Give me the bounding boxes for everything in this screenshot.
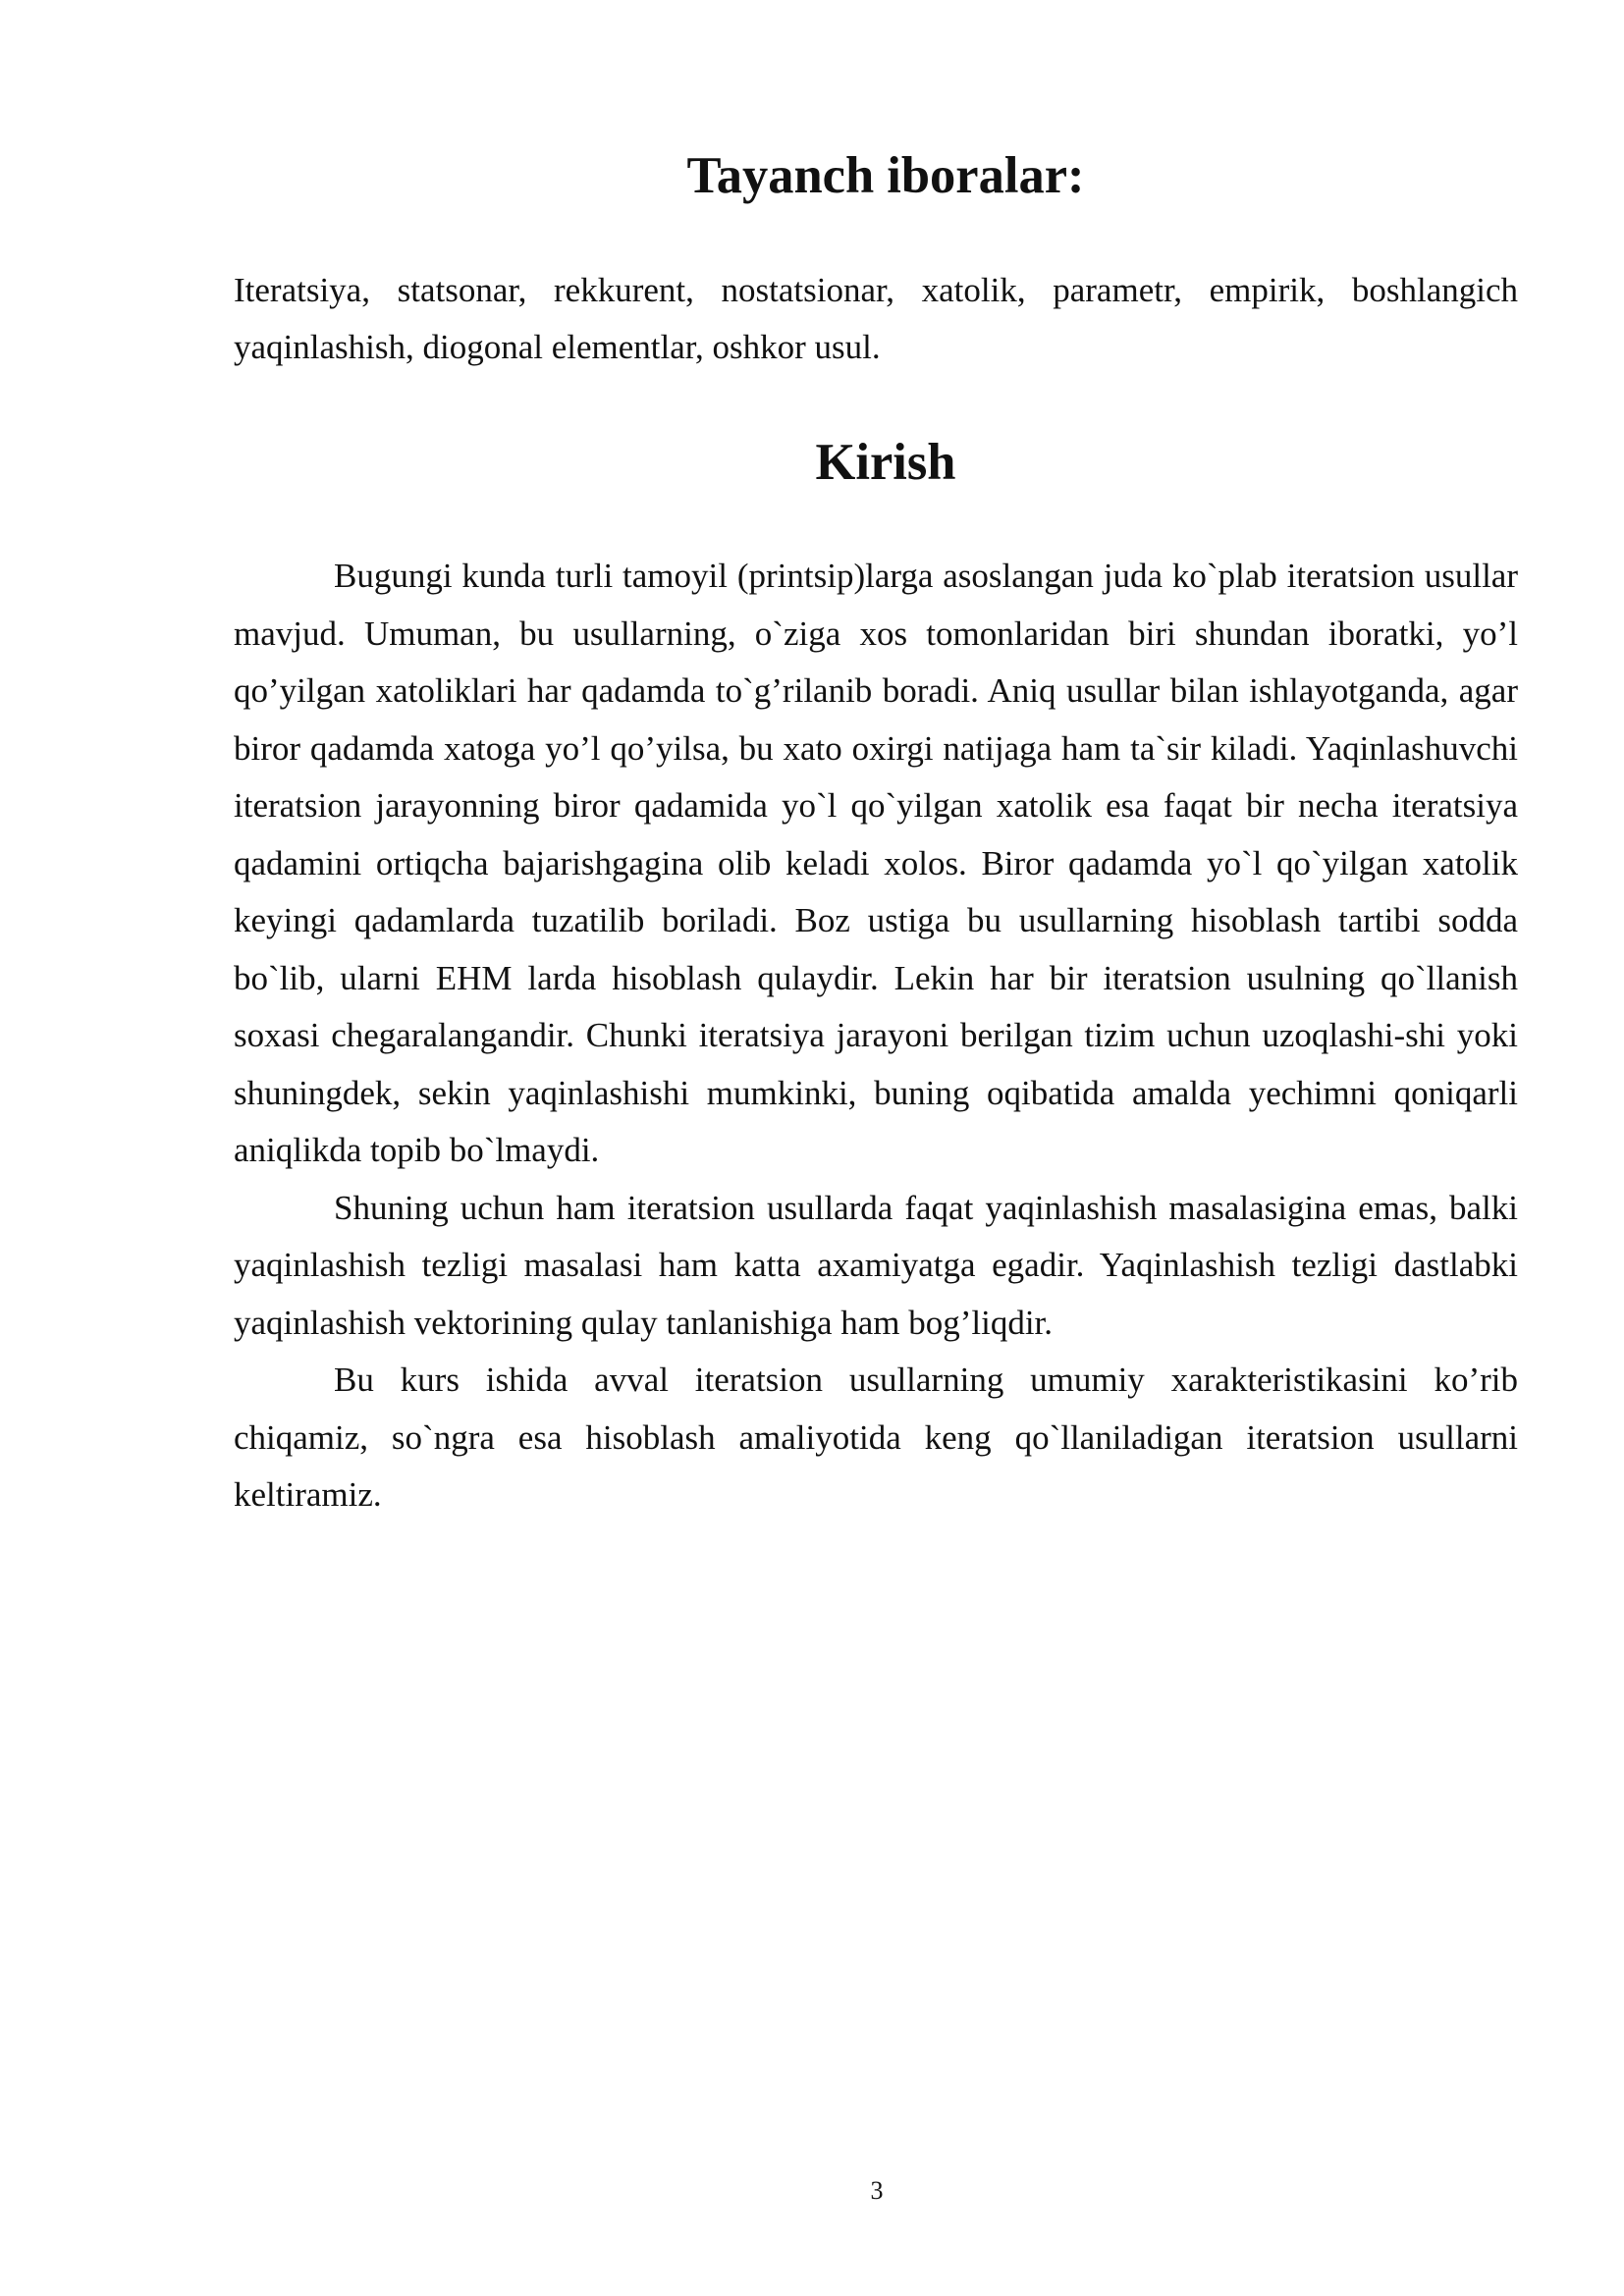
intro-paragraph-2: Shuning uchun ham iteratsion usullarda faqat yaqinlashish masalasigina emas, balki yaqinlashish tezligi masalasi ham katta axamiyatga egadir. Yaqinlashish tezligi dastlabki yaqinlashish vektorining qulay tanlanishiga ham bog’liqdir. [234, 1188, 1518, 1342]
keywords-heading: Tayanch iboralar: [686, 147, 1085, 204]
intro-heading: Kirish [815, 433, 956, 491]
intro-paragraph-1: Bugungi kunda turli tamoyil (printsip)larga asoslangan juda ko`plab iteratsion usullar mavjud. Umuman, bu usullarning, o`ziga xos tomonlaridan biri shundan iboratki, yo’l qo’yilgan xatoliklari har qadamda to`g’rilanib boradi. Aniq usullar bilan ishlayotganda, agar biror qadamda xatoga yo’l qo’yilsa, bu xato oxirgi natijaga ham ta`sir kiladi. Yaqinlashuvchi iteratsion jarayonning biror qadamida yo`l qo`yilgan xatolik esa faqat bir necha iteratsiya qadamini ortiqcha bajarishgagina olib keladi xolos. Biror qadamda yo`l qo`yilgan xatolik keyingi qadamlarda tuzatilib boriladi. Boz ustiga bu usullarning hisoblash tartibi sodda bo`lib, ularni EHM larda hisoblash qulaydir. Lekin har bir iteratsion usulning qo`llanish soxasi chegaralangandir. Chunki iteratsiya jarayoni berilgan tizim uchun uzoqlashi-shi yoki shuningdek, sekin yaqinlashishi mumkinki, buning oqibatida amalda yechimni qoniqarli aniqlikda topib bo`lmaydi. [234, 557, 1518, 1169]
page-number: 3 [870, 2176, 884, 2205]
page-content [234, 147, 1518, 1524]
keywords-text: Iteratsiya, statsonar, rekkurent, nostatsionar, xatolik, parametr, empirik, boshlangich yaqinlashish, diogonal elementlar, oshkor usul. [234, 270, 1518, 366]
intro-paragraph-3: Bu kurs ishida avval iteratsion usullarning umumiy xarakteristikasini ko’rib chiqamiz, so`ngra esa hisoblash amaliyotida keng qo`llaniladigan iteratsion usullarni keltiramiz. [234, 1361, 1518, 1514]
